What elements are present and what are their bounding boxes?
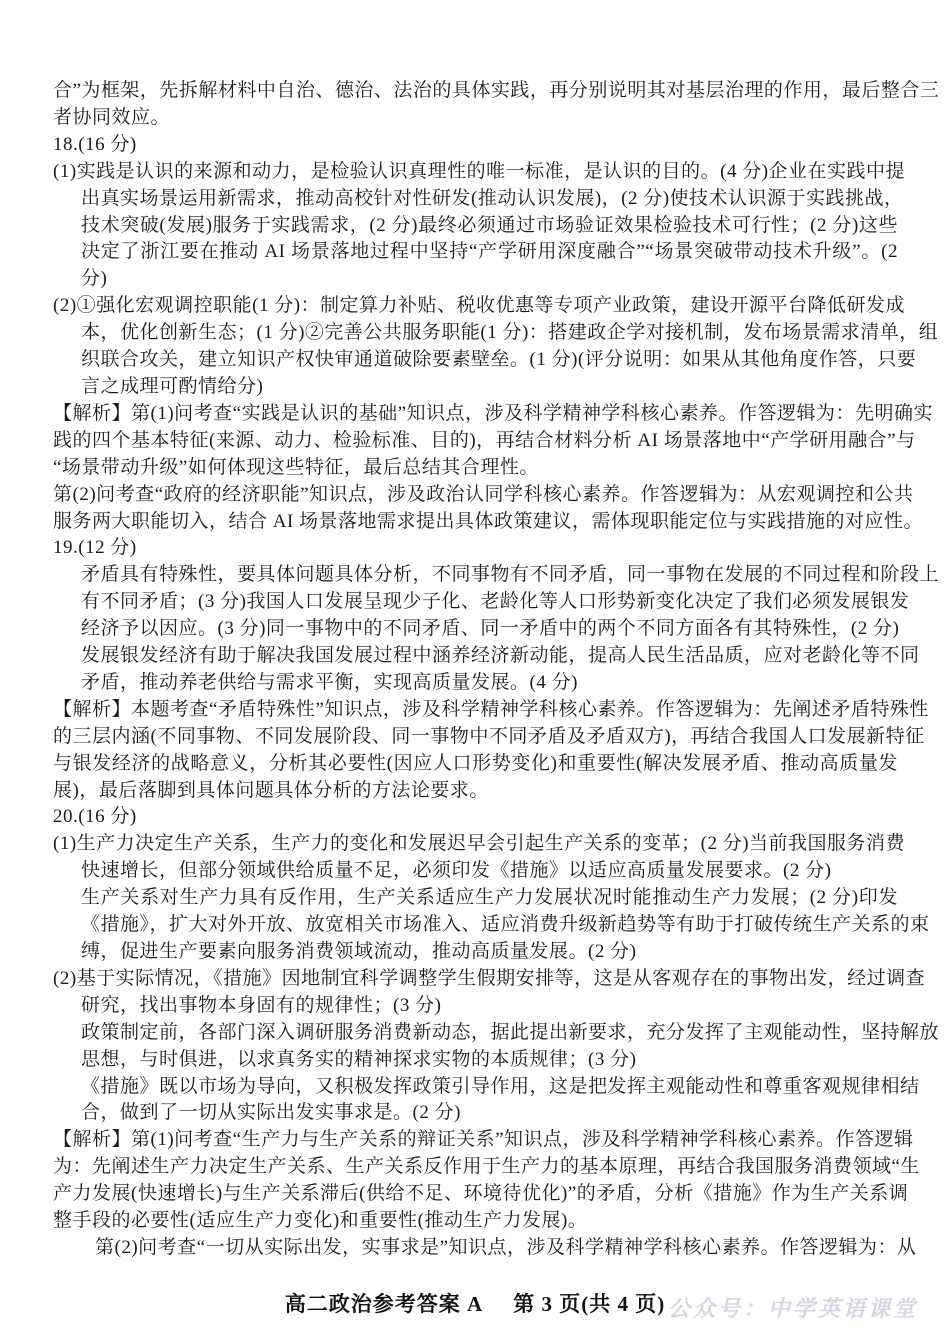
text-line: 服务两大职能切入，结合 AI 场景落地需求提出具体政策建议，需体现职能定位与实践措施的对应性。 — [53, 510, 924, 532]
text-line: 言之成理可酌情给分) — [81, 375, 264, 397]
text-line: 【解析】第(1)问考查“实践是认识的基础”知识点，涉及科学精神学科核心素养。作答逻辑为：先明确实 — [53, 402, 934, 424]
text-line: (2)基于实际情况，《措施》因地制宜科学调整学生假期安排等，这是从客观存在的事物出发，经过调查 — [53, 967, 926, 989]
text-line: 发展银发经济有助于解决我国发展过程中涵养经济新动能，提高人民生活品质，应对老龄化等不同 — [81, 645, 920, 667]
text-line: 19.(12 分) — [53, 537, 137, 559]
text-line: 本，优化创新生态；(1 分)②完善公共服务职能(1 分)：搭建政企学对接机制，发布场景需求清单，组 — [81, 322, 939, 344]
text-line: 【解析】本题考查“矛盾特殊性”知识点，涉及科学精神学科核心素养。作答逻辑为：先阐述矛盾特殊性 — [53, 698, 929, 720]
text-line: (1)生产力决定生产关系，生产力的变化和发展迟早会引起生产关系的变革；(2 分)当前我国服务消费 — [53, 833, 906, 855]
text-line: 的三层内涵(不同事物、不同发展阶段、同一事物中不同矛盾及矛盾双方)，再结合我国人口发展新特征 — [53, 725, 925, 747]
text-line: (2)①强化宏观调控职能(1 分)：制定算力补贴、税收优惠等专项产业政策，建设开源平台降低研发成 — [53, 295, 906, 317]
text-line: 分) — [81, 268, 108, 290]
text-line: 合”为框架，先拆解材料中自治、德治、法治的具体实践，再分别说明其对基层治理的作用，最后整合三 — [53, 80, 940, 101]
text-line: 思想，与时俱进，以求真务实的精神探求实物的本质规律；(3 分) — [81, 1048, 637, 1070]
text-line: (1)实践是认识的来源和动力，是检验认识真理性的唯一标准，是认识的目的。(4 分)企业在实践中提 — [53, 160, 906, 182]
text-line: 践的四个基本特征(来源、动力、检验标准、目的)，再结合材料分析 AI 场景落地中“产学研用融合”与 — [53, 429, 916, 451]
text-line: 矛盾，推动养老供给与需求平衡，实现高质量发展。(4 分) — [81, 671, 578, 693]
text-line: 生产关系对生产力具有反作用，生产关系适应生产力发展状况时能推动生产力发展；(2 分)印发 — [81, 887, 898, 909]
text-line: 矛盾具有特殊性，要具体问题具体分析，不同事物有不同矛盾，同一事物在发展的不同过程和阶段上 — [81, 564, 940, 586]
text-line: “场景带动升级”如何体现这些特征，最后总结其合理性。 — [53, 456, 539, 478]
text-line: 18.(16 分) — [53, 133, 137, 155]
watermark: 公众号：中学英语课堂 — [668, 1296, 919, 1321]
text-line: 经济予以因应。(3 分)同一事物中的不同矛盾、同一矛盾中的两个不同方面各有其特殊性，(2 分) — [81, 618, 900, 640]
text-line: 有不同矛盾；(3 分)我国人口发展呈现少子化、老龄化等人口形势新变化决定了我们必须发展银发 — [81, 591, 910, 613]
text-line: 技术突破(发展)服务于实践需求，(2 分)最终必须通过市场验证效果检验技术可行性；(2 分)这些 — [81, 214, 898, 236]
text-line: 产力发展(快速增长)与生产关系滞后(供给不足、环境待优化)”的矛盾，分析《措施》作为生产关系调 — [53, 1183, 909, 1205]
text-line: 展)，最后落脚到具体问题具体分析的方法论要求。 — [53, 779, 489, 801]
text-line: 20.(16 分) — [53, 806, 137, 828]
text-line: 为：先阐述生产力决定生产关系、生产关系反作用于生产力的基本原理，再结合我国服务消费领域“生 — [53, 1156, 920, 1178]
text-line: 与银发经济的战略意义，分析其必要性(因应人口形势变化)和重要性(解决发展矛盾、推动高质量发 — [53, 752, 898, 774]
text-line: 第(2)问考查“一切从实际出发，实事求是”知识点，涉及科学精神学科核心素养。作答逻辑为：从 — [95, 1236, 917, 1258]
document-body — [53, 78, 940, 1262]
text-line: 整手段的必要性(适应生产力变化)和重要性(推动生产力发展)。 — [53, 1210, 588, 1232]
text-line: 出真实场景运用新需求，推动高校针对性研发(推动认识发展)，(2 分)使技术认识源于实践挑战， — [81, 187, 904, 209]
text-line: 【解析】第(1)问考查“生产力与生产关系的辩证关系”知识点，涉及科学精神学科核心素养。作答逻辑 — [53, 1129, 914, 1151]
text-line: 快速增长，但部分领域供给质量不足，必须印发《措施》以适应高质量发展要求。(2 分) — [81, 860, 832, 882]
text-line: 政策制定前，各部门深入调研服务消费新动态，据此提出新要求，充分发挥了主观能动性，坚持解放 — [81, 1021, 940, 1043]
text-line: 《措施》，扩大对外开放、放宽相关市场准入、适应消费升级新趋势等有助于打破传统生产关系的束 — [81, 914, 930, 936]
text-line: 者协同效应。 — [53, 106, 171, 128]
text-line: 决定了浙江要在推动 AI 场景落地过程中坚持“产学研用深度融合”“场景突破带动技术升级”。(2 — [81, 241, 898, 263]
text-line: 《措施》既以市场为导向，又积极发挥政策引导作用，这是把发挥主观能动性和尊重客观规律相结 — [81, 1075, 920, 1097]
footer-page-number: 第 3 页(共 4 页) — [513, 1292, 666, 1316]
text-line: 第(2)问考查“政府的经济职能”知识点，涉及政治认同学科核心素养。作答逻辑为：从宏观调控和公共 — [53, 483, 914, 505]
footer-doc-title: 高二政治参考答案 A — [284, 1292, 484, 1316]
text-line: 缚，促进生产要素向服务消费领域流动，推动高质量发展。(2 分) — [81, 941, 637, 962]
text-line: 研究，找出事物本身固有的规律性；(3 分) — [81, 994, 442, 1016]
text-line: 织联合攻关，建立知识产权快审通道破除要素壁垒。(1 分)(评分说明：如果从其他角度作答，只要 — [81, 349, 917, 371]
text-line: 合，做到了一切从实际出发实事求是。(2 分) — [81, 1102, 461, 1124]
